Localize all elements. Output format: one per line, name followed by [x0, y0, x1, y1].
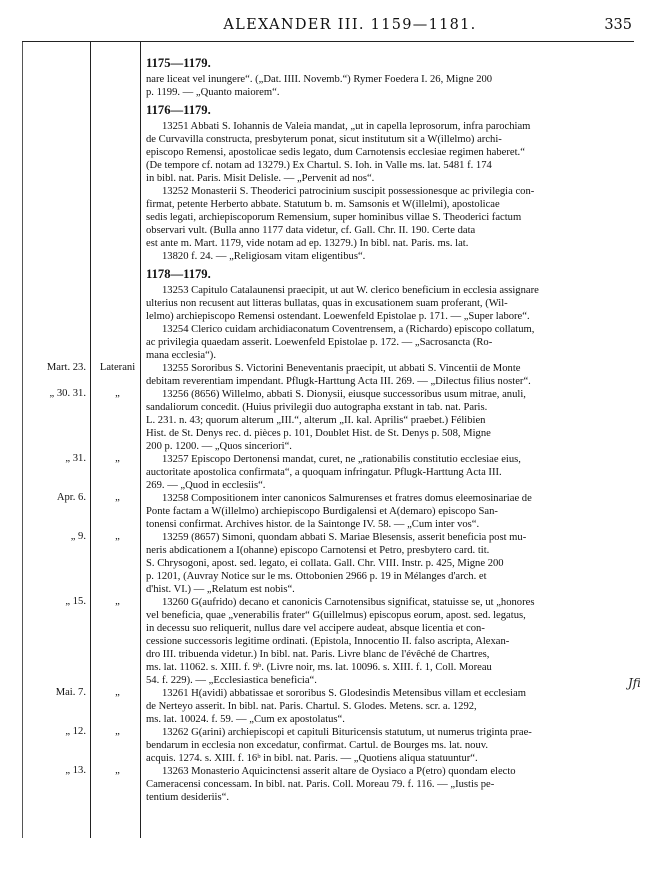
place-column-divider [140, 42, 141, 838]
regest-line: cessione successoris legitime ordinati. (Epistola, Innocentio II. falso ascripta, Alexan- [146, 636, 510, 647]
header-rule [22, 41, 634, 42]
margin-date: „ 30. 31. [49, 388, 86, 399]
regest-line: acquis. 1274. s. XIII. f. 16ᵇ in bibl. nat. Paris. — „Quotiens aliqua statuuntur“. [146, 753, 478, 764]
regest-line: L. 231. n. 43; quorum alterum „III.“, alterum „II. kal. Aprilis“ praebet.) Félibien [146, 415, 486, 426]
regest-entry-start: 13252 Monasterii S. Theoderici patrocinium suscipit possessionesque ac privilegia con- [162, 186, 535, 197]
regest-line: p. 1201, (Auvray Notice sur le ms. Ottobonien 2966 p. 19 in Mélanges d'arch. et [146, 571, 487, 582]
regest-line: Cameracensi concessam. In bibl. nat. Paris. Coll. Moreau 79. f. 116. — „Iustis pe- [146, 779, 495, 790]
regest-line: d'hist. VI.) — „Relatum est nobis“. [146, 584, 295, 595]
margin-date: Mart. 23. [46, 362, 86, 373]
section-heading: 1176—1179. [146, 103, 211, 117]
regest-line: sedis legati, archiepiscoporum Remensium, super hominibus villae S. Theoderici factum [146, 212, 522, 223]
left-border-line [22, 42, 23, 838]
regest-line: ms. lat. 11062. s. XIII. f. 9ᵇ. (Livre noir, ms. lat. 10096. s. XIII. f. 1, Coll. Moreau [146, 662, 492, 673]
margin-place: „ [115, 687, 120, 698]
regest-line: Ponte factam a W(illelmo) archiepiscopo Burdigalensi et A(demaro) episcopo San- [146, 506, 498, 517]
regest-entry-start: 13255 Sororibus S. Victorini Beneventanis praecipit, ut abbati S. Vincentii de Monte [162, 363, 521, 374]
section-heading: 1175—1179. [146, 56, 211, 70]
regest-entry-start: 13257 Episcopo Dertonensi mandat, curet, ne „rationabilis constitutio ecclesiae eius, [162, 454, 521, 465]
margin-place: Laterani [99, 362, 136, 373]
regest-line: (De tempore cf. notam ad 13279.) Ex Chartul. S. Ioh. in Valle ms. lat. 5481 f. 174 [146, 160, 492, 171]
regest-line: episcopo Remensi, apostolicae sedis legato, dum Carnotensis ecclesiae regimen haberet.“ [146, 147, 525, 158]
regest-line: debitam reverentiam impendant. Pflugk-Harttung Acta III. 269. — „Dilectus filius noster“. [146, 376, 531, 387]
regest-line: 54. f. 229). — „Ecclesiastica beneficia“. [146, 675, 317, 686]
regest-line: auctoritate apostolica confirmata“, a quoquam infringatur. Pflugk-Harttung Acta III. [146, 467, 502, 478]
regest-entry-start: 13253 Capitulo Catalaunensi praecipit, ut aut W. clerico beneficium in ecclesia assignare [162, 285, 539, 296]
regest-entry-start: 13260 G(aufrido) decano et canonicis Carnotensibus significat, statuisse se, ut „honores [162, 597, 535, 608]
margin-place: „ [115, 765, 120, 776]
margin-date: „ 31. [65, 453, 86, 464]
regest-line: tentium desideriis“. [146, 792, 229, 803]
regest-line: Hist. de St. Denys rec. d. pièces p. 101, Doublet Hist. de St. Denys p. 508, Migne [146, 428, 491, 439]
regest-line: est ante m. Mart. 1179, vide notam ad ep. 13279.) In bibl. nat. Paris. ms. lat. [146, 238, 469, 249]
regest-line: sandaliorum concedit. (Huius privilegii duo autographa exstant in tab. nat. Paris. [146, 402, 488, 413]
regest-line: observari vult. (Bulla anno 1177 data videtur, cf. Gall. Chr. II. 190. Certe data [146, 225, 476, 236]
section-heading: 1178—1179. [146, 267, 211, 281]
regest-entry-start: 13256 (8656) Willelmo, abbati S. Dionysii, eiusque successoribus usum mitrae, anuli, [162, 389, 526, 400]
regest-line: dro III. tribuenda videtur.) In bibl. nat. Paris. Livre blanc de l'évêché de Chartres, [146, 649, 490, 660]
regest-entry-start: 13251 Abbati S. Iohannis de Valeia mandat, „ut in capella leprosorum, infra parochiam [162, 121, 531, 132]
margin-date: „ 9. [70, 531, 86, 542]
regest-line: ulterius non recusent aut litteras bullatas, quas in excusationem suam proferant, (Wil- [146, 298, 508, 309]
margin-place: „ [115, 726, 120, 737]
regest-line: mana ecclesia“). [146, 350, 216, 361]
regest-line: in bibl. nat. Paris. Misit Delisle. — „Pervenit ad nos“. [146, 173, 375, 184]
regest-line: bendarum in ecclesia non excedatur, confirmat. Cartul. de Bourges ms. lat. nouv. [146, 740, 489, 751]
margin-date: Apr. 6. [56, 492, 86, 503]
regest-line: 269. — „Quod in ecclesiis“. [146, 480, 266, 491]
regest-line: 200 p. 1200. — „Quos sinceriori“. [146, 441, 292, 452]
page-header-title: ALEXANDER III. 1159—1181. [223, 17, 477, 33]
handwritten-margin-note: Jfi [628, 676, 641, 690]
regest-entry-start: 13820 f. 24. — „Religiosam vitam eligentibus“. [162, 251, 366, 262]
regest-entry-start: 13261 H(avidi) abbatissae et sororibus S. Glodesindis Metensibus villam et ecclesiam [162, 688, 526, 699]
regest-line: ms. lat. 10024. f. 59. — „Cum ex apostolatus“. [146, 714, 345, 725]
regest-line: firmat, petente Herberto abbate. Statutum b. m. Samsonis et W(illelmi), apostolicae [146, 199, 500, 210]
regest-line: lelmo) archiepiscopo Remensi ostendant. Loewenfeld Epistolae p. 171. — „Super labore“. [146, 311, 530, 322]
margin-place: „ [115, 596, 120, 607]
regest-line: p. 1199. — „Quanto maiorem“. [146, 87, 280, 98]
margin-date: „ 15. [65, 596, 86, 607]
regest-entry-start: 13262 G(arini) archiepiscopi et capituli Bituricensis statutum, ut numerus triginta prae- [162, 727, 532, 738]
regest-line: vel beneficia, quae „venerabilis frater“ G(uillelmus) episcopus eorum, apost. sed. legatus, [146, 610, 526, 621]
regesta-text-column [146, 52, 624, 804]
regest-entry-start: 13259 (8657) Simoni, quondam abbati S. Mariae Blesensis, asserit beneficia post mu- [162, 532, 527, 543]
page-number: 335 [604, 17, 632, 33]
regest-line: de Nerteyo asserit. In bibl. nat. Paris. Chartul. S. Glodes. Metens. scr. a. 1292, [146, 701, 477, 712]
margin-place: „ [115, 453, 120, 464]
margin-place: „ [115, 388, 120, 399]
regest-line: nare liceat vel inungere“. („Dat. IIII. Novemb.“) Rymer Foedera I. 26, Migne 200 [146, 74, 493, 85]
regest-line: in decessu suo reliquerit, nullus dare vel accipere audeat, absque licentia et con- [146, 623, 485, 634]
margin-date: „ 12. [65, 726, 86, 737]
regest-line: tonensi confirmat. Archives histor. de la Saintonge IV. 58. — „Cum inter vos“. [146, 519, 480, 530]
regest-entry-start: 13258 Compositionem inter canonicos Salmurenses et fratres domus eleemosinariae de [162, 493, 532, 504]
regest-line: ac privilegia quaedam asserit. Loewenfeld Epistolae p. 172. — „Sacrosancta (Ro- [146, 337, 493, 348]
regest-line: de Curvavilla constructa, presbyterum ponat, sicut institutum sit a W(illelmo) archi- [146, 134, 502, 145]
margin-date: „ 13. [65, 765, 86, 776]
date-column-divider [90, 42, 91, 838]
margin-place: „ [115, 492, 120, 503]
margin-date: Mai. 7. [55, 687, 86, 698]
regest-entry-start: 13263 Monasterio Aquicinctensi asserit altare de Oysiaco a P(etro) quondam electo [162, 766, 516, 777]
regest-line: neris abdicationem a I(ohanne) episcopo Carnotensi et Petro, presbytero card. tit. [146, 545, 490, 556]
regest-entry-start: 13254 Clerico cuidam archidiaconatum Coventrensem, a (Richardo) episcopo collatum, [162, 324, 535, 335]
margin-place: „ [115, 531, 120, 542]
regest-line: S. Chrysogoni, apost. sed. legato, ei collata. Gall. Chr. VIII. Instr. p. 425, Migne 200 [146, 558, 504, 569]
